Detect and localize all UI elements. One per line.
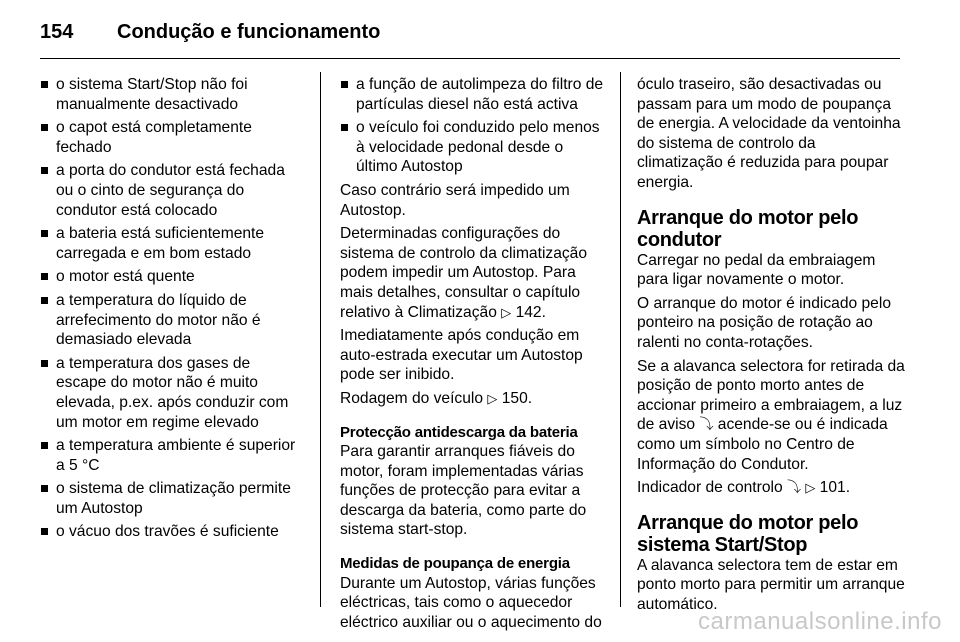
list-item: o vácuo dos travões é suficiente [40, 522, 302, 542]
conditions-list-continued [340, 75, 608, 177]
paragraph: A alavanca selectora tem de estar em ponto morto para permitir um arranque automático. [637, 556, 905, 613]
watermark: carmanualsonline.info [698, 608, 942, 635]
paragraph-text: Se a alavanca selectora for retirada da posição de ponto morto antes de accionar primeiro a embraiagem, a luz de aviso [637, 357, 905, 434]
page-reference[interactable]: 101. [819, 479, 851, 497]
heading-system-start: Arranque do motor pelo sistema Start/Stop [637, 511, 859, 556]
section-title: Condução e funcionamento [117, 20, 381, 43]
ref-arrow-icon: ▷ [805, 480, 816, 496]
page-number: 154 [40, 20, 74, 43]
list-item: a temperatura dos gases de escape do motor não é muito elevada, p.ex. após conduzir com um motor em regime elevado [40, 354, 302, 432]
heading-driver-start: Arranque do motor pelo condutor [637, 206, 859, 251]
list-item: a função de autolimpeza do filtro de partículas diesel não está activa [340, 75, 608, 114]
column-divider-1 [320, 72, 321, 607]
paragraph: Imediatamente após condução em auto-estrada executar um Autostop pode ser inibido. [340, 327, 583, 384]
paragraph: óculo traseiro, são desactivadas ou passam para um modo de poupança de energia. A velocidade da ventoinha do sistema de controlo da climatização é reduzida para poupar energia. [637, 76, 901, 191]
ref-arrow-icon: ▷ [487, 390, 498, 406]
paragraph-text: Determinadas configurações do sistema de controlo da climatização podem impedir um Autostop. Para mais detalhes, consultar o capítulo relativo à Climatização [340, 225, 588, 321]
subheading-energy-saving: Medidas de poupança de energia [340, 555, 570, 573]
paragraph: Caso contrário será impedido um Autostop. [340, 181, 570, 219]
paragraph-text: Rodagem do veículo [340, 389, 484, 407]
paragraph-text: acende-se ou é indicada como um símbolo no Centro de Informação do Condutor. [637, 416, 888, 473]
paragraph: Carregar no pedal da embraiagem para ligar novamente o motor. [637, 251, 876, 289]
autostop-indicator-icon: ⤵ [786, 479, 801, 496]
column-2 [340, 75, 608, 636]
paragraph: O arranque do motor é indicado pelo ponteiro na posição de rotação ao ralenti no conta-rotações. [637, 294, 891, 351]
list-item: o motor está quente [40, 267, 302, 287]
column-3 [637, 75, 905, 618]
paragraph-control-indicator [637, 478, 905, 498]
list-item: o sistema de climatização permite um Autostop [40, 479, 302, 518]
list-item: a temperatura ambiente é superior a 5 °C [40, 436, 302, 475]
list-item: a temperatura do líquido de arrefecimento do motor não é demasiado elevada [40, 291, 302, 350]
page-header [40, 16, 380, 48]
autostop-indicator-icon: ⤵ [699, 416, 714, 433]
paragraph-warning-light [637, 357, 905, 475]
paragraph: Durante um Autostop, várias funções eléctricas, tais como o aquecedor eléctrico auxiliar ou o aquecimento do [340, 574, 602, 631]
list-item: a bateria está suficientemente carregada e em bom estado [40, 224, 302, 263]
list-item: o sistema Start/Stop não foi manualmente desactivado [40, 75, 302, 114]
list-item: a porta do condutor está fechada ou o cinto de segurança do condutor está colocado [40, 161, 302, 220]
paragraph-climate-ref [340, 224, 608, 322]
paragraph-text: Indicador de controlo [637, 479, 783, 497]
page-reference[interactable]: 150. [501, 389, 533, 407]
paragraph-running-in-ref [340, 389, 608, 409]
conditions-list [40, 75, 302, 542]
ref-arrow-icon: ▷ [501, 304, 512, 320]
list-item: o veículo foi conduzido pelo menos à velocidade pedonal desde o último Autostop [340, 118, 608, 177]
paragraph: Para garantir arranques fiáveis do motor, foram implementadas várias funções de protecção para evitar a descarga da bateria, como parte do sistema start-stop. [340, 443, 587, 539]
list-item: o capot está completamente fechado [40, 118, 302, 157]
header-rule [40, 58, 900, 59]
page-reference[interactable]: 142. [515, 303, 546, 321]
column-1 [40, 75, 302, 546]
column-divider-2 [620, 72, 621, 607]
subheading-battery-protection: Protecção antidescarga da bateria [340, 423, 578, 441]
